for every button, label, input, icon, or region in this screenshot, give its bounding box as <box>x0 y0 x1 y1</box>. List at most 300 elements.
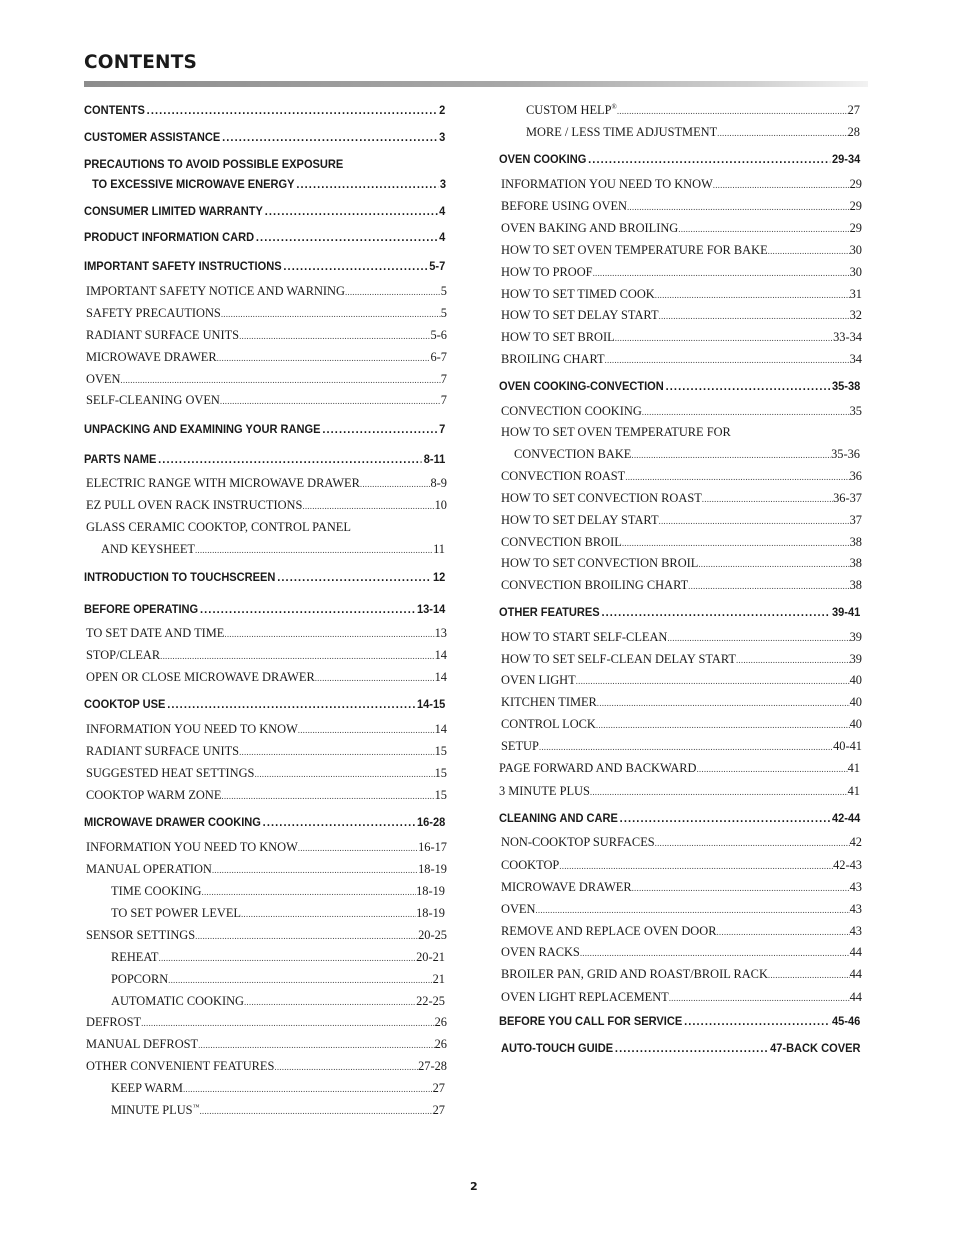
dot-leader <box>167 697 415 711</box>
dot-leader <box>627 202 850 212</box>
toc-item-label: CONVECTION BROIL <box>501 535 622 549</box>
toc-item-label: COOKTOP <box>501 858 560 872</box>
toc-item[interactable] <box>84 1037 447 1052</box>
toc-page-number: 8-9 <box>430 476 447 490</box>
dot-leader <box>655 838 850 848</box>
toc-item[interactable] <box>499 630 862 645</box>
dot-leader <box>224 629 434 639</box>
toc-page-number: 4 <box>439 230 446 244</box>
dot-leader <box>590 787 848 797</box>
toc-item-label: HOW TO SET TIMED COOK <box>501 287 655 301</box>
toc-item-label: BROILING CHART <box>501 352 605 366</box>
dot-leader <box>535 905 849 915</box>
toc-item-label: NON-COOKTOP SURFACES <box>501 835 655 849</box>
toc-item[interactable] <box>499 578 862 593</box>
toc-item-label: INFORMATION YOU NEED TO KNOW <box>86 840 298 854</box>
toc-heading[interactable] <box>84 422 445 436</box>
toc-page-number: 14 <box>434 648 447 662</box>
toc-item[interactable] <box>499 880 862 895</box>
toc-heading[interactable] <box>84 815 445 829</box>
toc-item-label: SAFETY PRECAUTIONS <box>86 306 221 320</box>
toc-page-number: 29-34 <box>831 152 861 166</box>
toc-page-number: 5-6 <box>430 328 447 342</box>
toc-heading[interactable] <box>499 811 860 825</box>
toc-item[interactable] <box>84 1015 447 1030</box>
toc-page-number: 33-34 <box>833 330 862 344</box>
toc-item-label: OVEN <box>501 902 536 916</box>
dot-leader <box>298 725 435 735</box>
toc-item[interactable] <box>84 476 447 491</box>
dot-leader <box>345 287 441 297</box>
toc-page-number: 13-14 <box>416 602 446 616</box>
toc-page-number: 26 <box>434 1037 447 1051</box>
toc-heading[interactable] <box>84 103 445 117</box>
toc-heading[interactable] <box>499 379 860 393</box>
toc-subitem[interactable] <box>526 125 860 140</box>
toc-item-label: OVEN BAKING AND BROILING <box>501 221 679 235</box>
toc-heading[interactable] <box>84 204 445 218</box>
toc-page-number: 30 <box>849 243 862 257</box>
toc-page-number: 41 <box>847 784 860 798</box>
toc-subitem[interactable] <box>111 994 445 1009</box>
toc-heading-label: PARTS NAME <box>84 452 157 466</box>
dot-leader <box>625 472 849 482</box>
dot-leader <box>588 152 830 166</box>
toc-page-number: 35-38 <box>831 379 861 393</box>
dot-leader <box>597 698 850 708</box>
toc-page-number: 8-11 <box>423 452 446 466</box>
dot-leader <box>622 538 850 548</box>
toc-page-number: 18-19 <box>416 884 445 898</box>
toc-item[interactable] <box>499 199 862 214</box>
dot-leader <box>632 883 850 893</box>
dot-leader <box>669 993 850 1003</box>
toc-item[interactable] <box>84 284 447 299</box>
toc-item[interactable] <box>499 990 862 1005</box>
toc-heading-label: CONTENTS <box>84 103 145 117</box>
toc-page-number: 15 <box>434 788 447 802</box>
toc-item[interactable] <box>84 840 447 855</box>
toc-heading-label: OVEN COOKING <box>499 152 587 166</box>
dot-leader <box>716 927 849 937</box>
dot-leader <box>559 861 833 871</box>
dot-leader <box>298 843 418 853</box>
dot-leader <box>315 673 435 683</box>
toc-item[interactable] <box>499 556 862 571</box>
dot-leader <box>617 106 848 116</box>
dot-leader <box>659 516 850 526</box>
toc-item-label: OVEN LIGHT <box>501 673 576 687</box>
toc-item[interactable] <box>101 542 445 557</box>
toc-item[interactable] <box>84 928 447 943</box>
toc-item-label: OVEN RACKS <box>501 945 580 959</box>
toc-page-number: 42 <box>849 835 862 849</box>
toc-item-label: REMOVE AND REPLACE OVEN DOOR <box>501 924 717 938</box>
toc-item-label: CONVECTION ROAST <box>501 469 626 483</box>
toc-item[interactable] <box>499 352 862 367</box>
dot-leader <box>576 676 850 686</box>
toc-item-label: HOW TO START SELF-CLEAN <box>501 630 668 644</box>
dot-leader <box>615 1041 768 1055</box>
toc-item-label: INFORMATION YOU NEED TO KNOW <box>86 722 298 736</box>
dot-leader <box>631 450 831 460</box>
toc-item[interactable] <box>499 673 862 688</box>
trademark-mark: ™ <box>192 1102 200 1111</box>
toc-page-number: 32 <box>849 308 862 322</box>
toc-page-number: 36 <box>849 469 862 483</box>
toc-page-number: 38 <box>849 578 862 592</box>
toc-page-number: 28 <box>847 125 860 139</box>
dot-leader <box>659 311 850 321</box>
toc-item[interactable] <box>84 744 447 759</box>
dot-leader <box>147 103 438 117</box>
toc-item-label: RADIANT SURFACE UNITS <box>86 328 240 342</box>
toc-item-label: SENSOR SETTINGS <box>86 928 196 942</box>
toc-page-number: 43 <box>849 902 862 916</box>
toc-item-label: COOKTOP WARM ZONE <box>86 788 222 802</box>
dot-leader <box>601 605 830 619</box>
toc-item-label: OVEN LIGHT REPLACEMENT <box>501 990 669 1004</box>
toc-heading[interactable] <box>84 452 445 466</box>
dot-leader <box>596 720 850 730</box>
dot-leader <box>620 811 831 825</box>
dot-leader <box>241 909 416 919</box>
toc-page-number: 12 <box>432 570 446 584</box>
toc-page-number: 44 <box>849 967 862 981</box>
toc-item-label: SUGGESTED HEAT SETTINGS <box>86 766 255 780</box>
toc-item-label: 3 MINUTE PLUS <box>499 784 590 798</box>
dot-leader <box>768 246 850 256</box>
dot-leader <box>539 742 833 752</box>
toc-item[interactable] <box>499 308 862 323</box>
toc-page-number: 4 <box>439 204 446 218</box>
toc-item[interactable] <box>499 330 862 345</box>
toc-page-number: 43 <box>849 924 862 938</box>
dot-leader <box>254 769 434 779</box>
toc-subitem[interactable] <box>111 906 445 921</box>
toc-item-label: TO SET DATE AND TIME <box>86 626 225 640</box>
toc-item-label: MORE / LESS TIME ADJUSTMENT <box>526 125 718 139</box>
dot-leader <box>580 948 850 958</box>
toc-page-number: 29 <box>849 177 862 191</box>
toc-item[interactable] <box>499 784 860 799</box>
dot-leader <box>160 651 434 661</box>
toc-item[interactable] <box>84 670 447 685</box>
toc-heading-label: OTHER FEATURES <box>499 605 600 619</box>
toc-item[interactable] <box>84 393 447 408</box>
toc-page-number: 13 <box>434 626 447 640</box>
toc-item[interactable] <box>84 648 447 663</box>
dot-leader <box>256 230 437 244</box>
dot-leader <box>713 180 850 190</box>
toc-heading-label: OVEN COOKING-CONVECTION <box>499 379 664 393</box>
toc-item[interactable] <box>499 177 862 192</box>
toc-page-number: 39 <box>849 630 862 644</box>
dot-leader <box>593 268 850 278</box>
toc-heading[interactable] <box>84 570 445 584</box>
toc-item[interactable] <box>499 902 862 917</box>
toc-heading[interactable] <box>501 1041 860 1055</box>
dot-leader <box>202 887 417 897</box>
dot-leader <box>222 130 437 144</box>
toc-heading-label: AUTO-TOUCH GUIDE <box>501 1041 614 1055</box>
toc-heading-label: CONSUMER LIMITED WARRANTY <box>84 204 263 218</box>
toc-item-label: BROILER PAN, GRID AND ROAST/BROIL RACK <box>501 967 768 981</box>
toc-heading[interactable] <box>499 1014 860 1028</box>
dot-leader <box>736 655 850 665</box>
toc-item-label: CONVECTION COOKING <box>501 404 642 418</box>
toc-subitem[interactable] <box>111 972 445 987</box>
toc-item-label-text: CUSTOM HELP <box>526 103 612 117</box>
toc-item-label: STOP/CLEAR <box>86 648 161 662</box>
toc-page-number: 29 <box>849 221 862 235</box>
toc-item[interactable] <box>84 498 447 513</box>
toc-page-number: 10 <box>434 498 447 512</box>
toc-item[interactable] <box>84 350 447 365</box>
toc-page-number: 5-7 <box>429 259 446 273</box>
dot-leader <box>195 545 433 555</box>
dot-leader <box>239 747 435 757</box>
toc-page-number: 18-19 <box>416 906 445 920</box>
toc-item[interactable] <box>499 739 862 754</box>
dot-leader <box>221 309 441 319</box>
toc-item-label: EZ PULL OVEN RACK INSTRUCTIONS <box>86 498 303 512</box>
dot-leader <box>168 975 432 985</box>
toc-heading-line[interactable]: PRECAUTIONS TO AVOID POSSIBLE EXPOSURE <box>84 157 344 171</box>
toc-heading[interactable] <box>84 230 445 244</box>
toc-item-label: RADIANT SURFACE UNITS <box>86 744 240 758</box>
dot-leader <box>684 1014 830 1028</box>
toc-page-number: 40-41 <box>833 739 862 753</box>
toc-item[interactable] <box>84 788 447 803</box>
toc-item-label <box>111 1103 199 1118</box>
toc-subitem[interactable] <box>111 1081 445 1096</box>
toc-item-label: KEEP WARM <box>111 1081 183 1095</box>
dot-leader <box>265 204 438 218</box>
toc-item-label: HOW TO SET CONVECTION BROIL <box>501 556 699 570</box>
toc-item-line[interactable]: HOW TO SET OVEN TEMPERATURE FOR <box>501 425 731 439</box>
toc-page-number: 39-41 <box>831 605 861 619</box>
toc-item[interactable] <box>499 695 862 710</box>
toc-page-number: 42-43 <box>833 858 862 872</box>
toc-item[interactable] <box>499 243 862 258</box>
page-number: 2 <box>470 1180 478 1193</box>
toc-page-number: 22-25 <box>416 994 445 1008</box>
toc-heading-label: MICROWAVE DRAWER COOKING <box>84 815 261 829</box>
toc-heading[interactable] <box>84 259 445 273</box>
toc-item[interactable] <box>499 858 862 873</box>
toc-page-number: 27 <box>432 1081 445 1095</box>
toc-page-number: 2 <box>439 103 446 117</box>
dot-leader <box>158 452 422 466</box>
toc-item-label: BEFORE USING OVEN <box>501 199 627 213</box>
toc-page-number: 18-19 <box>418 862 447 876</box>
toc-item-label: HOW TO PROOF <box>501 265 593 279</box>
toc-page-number: 16-17 <box>418 840 447 854</box>
toc-page-number: 7 <box>440 372 447 386</box>
toc-item-label: ELECTRIC RANGE WITH MICROWAVE DRAWER <box>86 476 360 490</box>
dot-leader <box>696 764 847 774</box>
toc-item[interactable] <box>499 535 862 550</box>
toc-page-number: 27 <box>847 103 860 117</box>
toc-item[interactable] <box>499 945 862 960</box>
toc-subitem[interactable] <box>111 950 445 965</box>
toc-item-label-text: MINUTE PLUS <box>111 1103 193 1117</box>
toc-item-label: MICROWAVE DRAWER <box>501 880 632 894</box>
toc-page-number: 30 <box>849 265 862 279</box>
toc-item-label: CONTROL LOCK <box>501 717 596 731</box>
toc-heading-label: IMPORTANT SAFETY INSTRUCTIONS <box>84 259 282 273</box>
toc-page-number: 44 <box>849 990 862 1004</box>
toc-item[interactable] <box>84 372 447 387</box>
toc-item-line[interactable]: GLASS CERAMIC COOKTOP, CONTROL PANEL <box>86 520 351 534</box>
toc-page-number: 3 <box>439 130 446 144</box>
toc-subitem[interactable] <box>111 1103 445 1118</box>
toc-page-number: 11 <box>433 542 445 556</box>
toc-subitem[interactable] <box>111 884 445 899</box>
toc-item[interactable] <box>499 924 862 939</box>
toc-item-label: AND KEYSHEET <box>101 542 195 556</box>
toc-heading-label: PRODUCT INFORMATION CARD <box>84 230 255 244</box>
toc-item-label: HOW TO SET OVEN TEMPERATURE FOR BAKE <box>501 243 768 257</box>
toc-item-label: SELF-CLEANING OVEN <box>86 393 220 407</box>
toc-page-number: 14-15 <box>416 697 446 711</box>
toc-item[interactable] <box>499 967 862 982</box>
toc-item[interactable] <box>514 447 860 462</box>
toc-item[interactable] <box>499 287 862 302</box>
dot-leader <box>302 501 434 511</box>
toc-page-number: 21 <box>432 972 445 986</box>
toc-item[interactable] <box>499 265 862 280</box>
toc-page-number: 44 <box>849 945 862 959</box>
dot-leader <box>183 1084 433 1094</box>
toc-heading-label: BEFORE YOU CALL FOR SERVICE <box>499 1014 683 1028</box>
toc-page-number: 16-28 <box>416 815 446 829</box>
toc-page-number: 42-44 <box>831 811 861 825</box>
dot-leader <box>615 333 833 343</box>
toc-heading[interactable] <box>84 130 445 144</box>
registered-mark: ® <box>611 102 617 111</box>
dot-leader <box>667 633 849 643</box>
dot-leader <box>221 791 434 801</box>
toc-page-number: 40 <box>849 717 862 731</box>
toc-item[interactable] <box>499 761 860 776</box>
toc-subitem[interactable] <box>526 103 860 118</box>
toc-item[interactable] <box>84 722 447 737</box>
dot-leader <box>239 331 430 341</box>
toc-page-number: 6-7 <box>430 350 447 364</box>
dot-leader <box>717 128 847 138</box>
dot-leader <box>195 931 418 941</box>
toc-heading-label: INTRODUCTION TO TOUCHSCREEN <box>84 570 276 584</box>
toc-item-label: SETUP <box>501 739 539 753</box>
toc-page-number: 15 <box>434 766 447 780</box>
toc-page-number: 40 <box>849 695 862 709</box>
toc-item[interactable] <box>84 1059 447 1074</box>
toc-page-number: 38 <box>849 556 862 570</box>
toc-item[interactable] <box>499 717 862 732</box>
dot-leader <box>120 375 440 385</box>
toc-item[interactable] <box>84 306 447 321</box>
toc-item-label: OVEN <box>86 372 121 386</box>
toc-item-label: CONVECTION BAKE <box>514 447 632 461</box>
toc-page-number: 43 <box>849 880 862 894</box>
dot-leader <box>274 1062 418 1072</box>
toc-page-number: 5 <box>440 306 447 320</box>
toc-page-number: 20-25 <box>418 928 447 942</box>
dot-leader <box>322 422 437 436</box>
dot-leader <box>263 815 415 829</box>
toc-heading[interactable] <box>92 177 446 191</box>
toc-item[interactable] <box>499 469 862 484</box>
toc-page-number: 35-36 <box>831 447 860 461</box>
toc-item[interactable] <box>499 513 862 528</box>
toc-item-label: REHEAT <box>111 950 159 964</box>
dot-leader <box>159 953 417 963</box>
toc-item[interactable] <box>499 652 862 667</box>
toc-item[interactable] <box>499 491 862 506</box>
toc-item-label: HOW TO SET SELF-CLEAN DELAY START <box>501 652 736 666</box>
toc-item-label: HOW TO SET DELAY START <box>501 308 659 322</box>
toc-item-label: MANUAL DEFROST <box>86 1037 199 1051</box>
toc-page-number: 37 <box>849 513 862 527</box>
toc-item-label: HOW TO SET DELAY START <box>501 513 659 527</box>
toc-page-number: 7 <box>440 393 447 407</box>
toc-page-number: 36-37 <box>833 491 862 505</box>
dot-leader <box>283 259 427 273</box>
toc-page-number: 35 <box>849 404 862 418</box>
dot-leader <box>688 581 849 591</box>
toc-page-number: 40 <box>849 673 862 687</box>
dot-leader <box>702 494 833 504</box>
title-rule <box>84 81 868 87</box>
toc-heading[interactable] <box>84 602 445 616</box>
toc-item-label: IMPORTANT SAFETY NOTICE AND WARNING <box>86 284 345 298</box>
toc-item-label: MICROWAVE DRAWER <box>86 350 217 364</box>
toc-page-number: 20-21 <box>416 950 445 964</box>
toc-item-label: HOW TO SET CONVECTION ROAST <box>501 491 702 505</box>
toc-item-label: OTHER CONVENIENT FEATURES <box>86 1059 275 1073</box>
toc-item[interactable] <box>499 404 862 419</box>
dot-leader <box>768 970 850 980</box>
toc-item-label: AUTOMATIC COOKING <box>111 994 244 1008</box>
toc-item[interactable] <box>499 835 862 850</box>
dot-leader <box>244 997 416 1007</box>
toc-item[interactable] <box>84 862 447 877</box>
toc-heading-label: CUSTOMER ASSISTANCE <box>84 130 221 144</box>
toc-item[interactable] <box>84 766 447 781</box>
toc-item-label: OPEN OR CLOSE MICROWAVE DRAWER <box>86 670 315 684</box>
toc-page-number: 45-46 <box>831 1014 861 1028</box>
toc-item[interactable] <box>499 221 862 236</box>
toc-heading[interactable] <box>499 605 860 619</box>
toc-item-label: DEFROST <box>86 1015 142 1029</box>
toc-heading[interactable] <box>499 152 860 166</box>
dot-leader <box>220 396 441 406</box>
toc-page-number: 41 <box>847 761 860 775</box>
dot-leader <box>678 224 849 234</box>
toc-item[interactable] <box>84 328 447 343</box>
toc-item[interactable] <box>84 626 447 641</box>
toc-heading[interactable] <box>84 697 445 711</box>
dot-leader <box>198 1040 435 1050</box>
toc-item-label: CONVECTION BROILING CHART <box>501 578 689 592</box>
dot-leader <box>141 1018 435 1028</box>
dot-leader <box>698 559 849 569</box>
toc-page-number: 26 <box>434 1015 447 1029</box>
toc-page-number: 7 <box>439 422 446 436</box>
page-title: CONTENTS <box>84 52 198 73</box>
